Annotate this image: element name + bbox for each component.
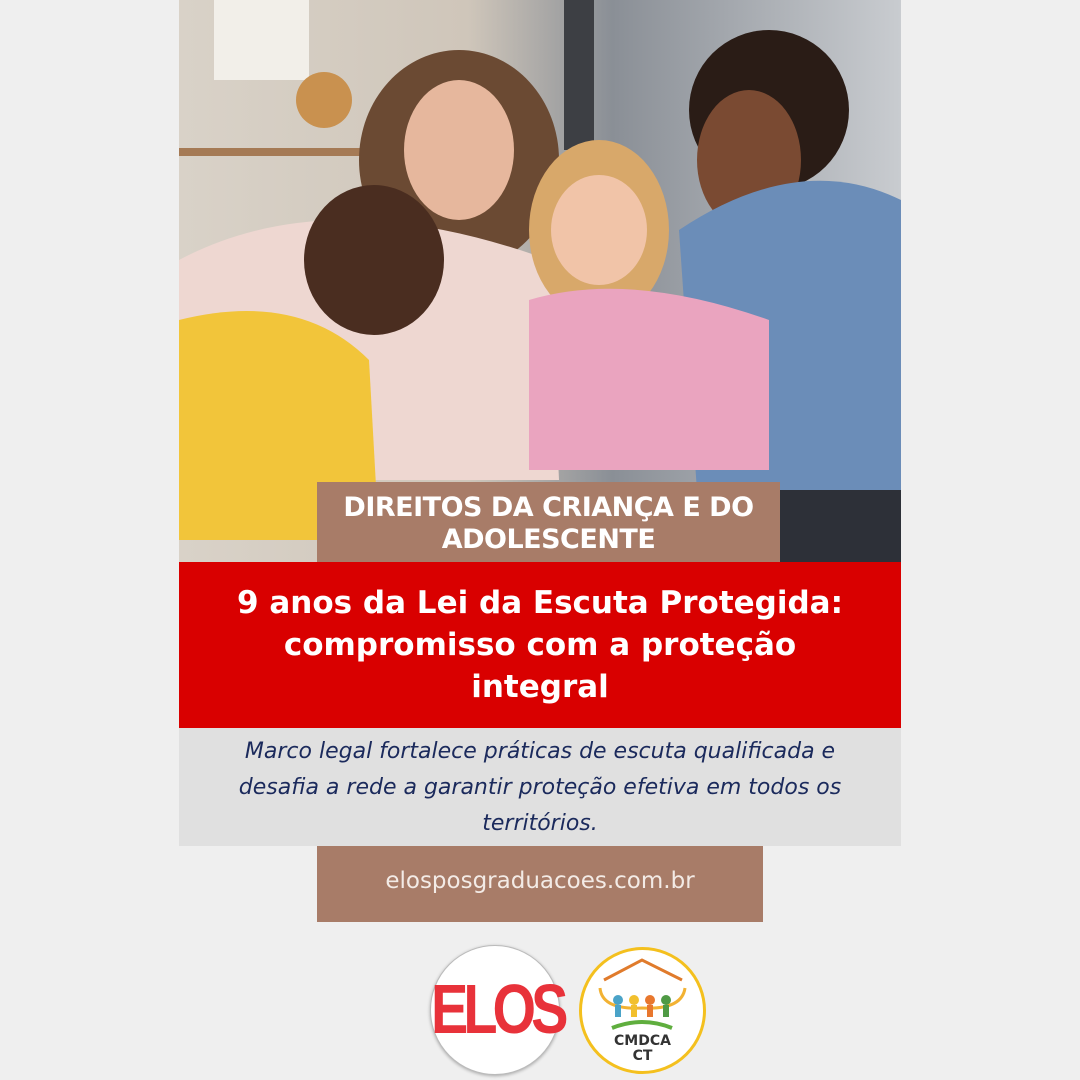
elos-logo: [430, 945, 564, 1075]
subtitle-line-1: Marco legal fortalece práticas de escuta qualificada e: [244, 739, 836, 764]
category-tag: [317, 482, 780, 568]
subtitle-line-2: desafia a rede a garantir proteção efetiva em todos os: [238, 775, 842, 800]
category-line-1: DIREITOS DA CRIANÇA E DO: [343, 492, 754, 523]
website-link[interactable]: elosposgraduacoes.com.br: [317, 846, 763, 922]
category-line-2: ADOLESCENTE: [441, 524, 656, 555]
cmdca-text: CMDCA: [614, 1033, 671, 1049]
cmdca-logo-text: [582, 1034, 703, 1064]
cmdca-logo: [579, 947, 706, 1074]
hero-photo: [179, 0, 901, 562]
headline-line-3: integral: [471, 669, 609, 705]
elos-logo-text: ELOS: [431, 969, 564, 1048]
headline-line-1: 9 anos da Lei da Escuta Protegida:: [237, 585, 843, 621]
subtitle-box: [179, 728, 901, 846]
headline-line-2: compromisso com a proteção: [283, 627, 797, 663]
headline-banner: [179, 562, 901, 728]
ct-text: CT: [632, 1048, 653, 1064]
subtitle-line-3: territórios.: [482, 811, 598, 836]
